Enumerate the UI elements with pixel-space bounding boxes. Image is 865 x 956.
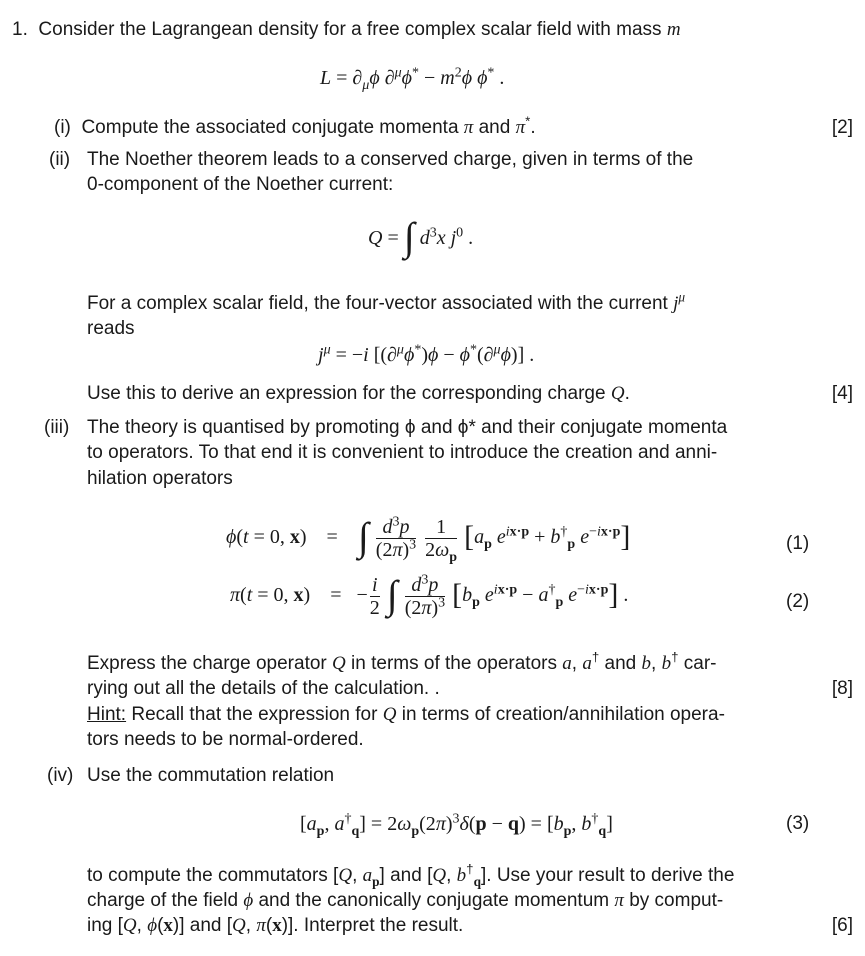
part-ii-line1: The Noether theorem leads to a conserved charge, given in terms of the bbox=[87, 149, 694, 170]
part-iv-marks: [6] bbox=[831, 915, 853, 936]
equation-number-2: (2) bbox=[786, 591, 810, 612]
part-i bbox=[54, 113, 536, 140]
part-ii-label: (ii) bbox=[49, 149, 71, 170]
part-iv-line1: Use the commutation relation bbox=[87, 765, 335, 786]
part-iii-hint2: tors needs to be normal-ordered. bbox=[87, 729, 364, 750]
part-iii-line4: Express the charge operator Q in terms of the operators a, a† and b, b† car- bbox=[87, 649, 717, 674]
part-iii-hint1: Hint: Recall that the expression for Q in terms of creation/annihilation opera- bbox=[87, 704, 725, 725]
part-iii-line3: hilation operators bbox=[87, 468, 233, 489]
equation-number-1: (1) bbox=[786, 533, 810, 554]
lagrangian-equation: $L = \partial_\mu\phi$ $\partial^\mu\phi^* - m^2\phi$ ϕ* . bbox=[320, 65, 505, 93]
intro-text: Consider the Lagrangean density for a free complex scalar field with mass bbox=[38, 19, 662, 40]
part-iii-line1: The theory is quantised by promoting ϕ and ϕ* and their conjugate momenta bbox=[87, 417, 728, 438]
part-ii-line5: Use this to derive an expression for the corresponding charge Q. bbox=[87, 383, 630, 404]
part-iii-line2: to operators. To that end it is convenient to introduce the creation and anni- bbox=[87, 442, 718, 463]
question-number: 1. bbox=[12, 19, 28, 40]
part-i-text: Compute the associated conjugate momenta π and π*. bbox=[81, 113, 536, 138]
commutation-relation-equation: [$a_p$, $a^\dagger_q] = 2\omega_p(2\pi)^3\delta(p - q) = [b_p$, $b^\dagger_q$] bbox=[300, 811, 613, 839]
charge-integral-equation: Q = ∫ $d^3x$ $j^0$ . bbox=[368, 214, 474, 260]
question-intro: 1. Consider the Lagrangean density for a free complex scalar field with mass m bbox=[12, 19, 681, 40]
part-iii-label: (iii) bbox=[44, 417, 70, 438]
part-iv-line2: to compute the commutators [Q, $a_p$] and [Q, $b^\dagger_q$]. Use your result to derive the bbox=[87, 861, 735, 889]
part-ii-marks: [4] bbox=[831, 383, 853, 404]
part-iii-marks: [8] bbox=[831, 678, 853, 699]
part-iv-line3: charge of the field ϕ and the canonically conjugate momentum π by comput- bbox=[87, 890, 724, 911]
pi-expansion-equation: π(t = 0, x) = − $\frac{i}{2}$ ∫ $\frac{d^3p}{(2\pi)^3}$ [$b_p$ $e^{ix\cdot p} - a^\dagger_p$ $e^{-ix\cdot p}$] . bbox=[230, 571, 629, 619]
hint-label: Hint: bbox=[87, 704, 127, 725]
part-iii-line5: rying out all the details of the calculation. . bbox=[87, 678, 440, 699]
current-equation: $j^\mu = -i$ [(∂$^\mu$ϕ*)ϕ − ϕ*(∂$^\mu$ϕ)] . bbox=[318, 342, 535, 366]
part-ii-line3: For a complex scalar field, the four-vector associated with the current $j^\mu$ bbox=[87, 289, 686, 314]
part-iv-line4: ing [Q, ϕ(x)] and [Q, π(x)]. Interpret the result. bbox=[87, 915, 464, 936]
equation-number-3: (3) bbox=[786, 813, 810, 834]
phi-expansion-equation: ϕ(t = 0, x) = ∫ $\frac{d^3p}{(2\pi)^3}$ $\frac{1}{2\omega_p}$ [$a_p$ $e^{ix\cdot p} + b^\dagger_p$ $e^{-ix\cdot p}$] bbox=[226, 513, 631, 565]
part-ii-line4: reads bbox=[87, 318, 135, 339]
part-i-label: (i) bbox=[54, 117, 71, 138]
part-ii-line2: 0-component of the Noether current: bbox=[87, 174, 394, 195]
part-i-marks: [2] bbox=[831, 117, 853, 138]
part-iv-label: (iv) bbox=[47, 765, 74, 786]
